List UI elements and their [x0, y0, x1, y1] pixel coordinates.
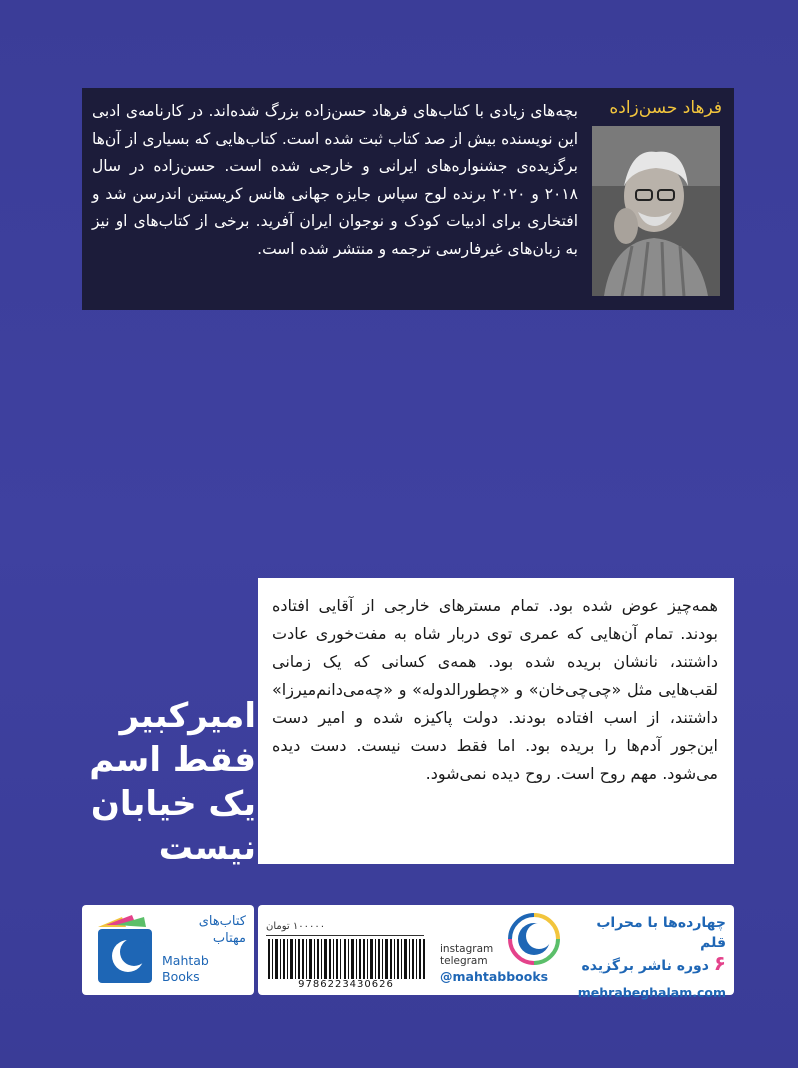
book-title: [89, 694, 256, 870]
publisher-logo-box: [82, 905, 254, 995]
publisher-name-en: [162, 953, 246, 985]
author-photo: [592, 126, 720, 296]
barcode-icon: [266, 939, 426, 979]
publisher-name-fa-line: کتاب‌های: [198, 914, 246, 929]
excerpt-box: [258, 578, 734, 864]
mehrab-line2-text: دوره ناشر برگزیده: [581, 958, 709, 974]
barcode-box: [258, 905, 734, 1000]
social-label: instagram: [440, 943, 494, 955]
mehrab-line1: چهارده‌ها با محراب قلم: [596, 915, 726, 951]
mahtab-books-logo-icon: [92, 913, 158, 987]
excerpt-text: همه‌چیز عوض شده بود. تمام مسترهای خارجی از آقایی افتاده بودند. تمام آن‌هایی که عمری توی دربار شاه به مفت‌خوری عادت داشتند، نانشان بریده شده بود. همه‌ی کسانی که یک زمانی لقب‌هایی مثل «چی‌چی‌خان» و «چطورالدوله» و «چه‌می‌دانم‌میرزا» داشتند، از اسب افتاده بودند. دولت پاکیزه شده و امیر دست این‌جور آدم‌ها را بریده بود. اما فقط دست نیست. دست دیده می‌شود. مهم روح است. روح دیده نمی‌شود.: [272, 596, 718, 783]
book-title-line: فقط اسم: [89, 740, 256, 780]
book-title-line: نیست: [158, 828, 256, 868]
mehrab-ghalam-block: [570, 913, 726, 1002]
author-bio: بچه‌های زیادی با کتاب‌های فرهاد حسن‌زاده بزرگ شده‌اند. در کارنامه‌ی ادبی این نویسنده بیش از صد کتاب ثبت شده است. کتاب‌هایی که بسیاری از آن‌ها برگزیده‌ی جشنواره‌های ایرانی و خارجی شده است. حسن‌زاده در سال ۲۰۱۸ و ۲۰۲۰ برنده لوح سپاس جایزه جهانی هانس کریستین اندرسن شد و افتخاری برای ادبیات کودک و نوجوان ایران آفرید. برخی از کتاب‌های او نیز به زبان‌های غیرفارسی ترجمه و منتشر شده است.: [92, 102, 579, 258]
book-title-line: امیرکبیر: [119, 696, 256, 736]
mehrab-line2: [570, 953, 726, 976]
social-handle: @mahtabbooks: [440, 969, 549, 984]
publisher-name-fa: [162, 913, 246, 947]
mehrab-number: ۶: [713, 951, 726, 975]
author-portrait-icon: [592, 126, 720, 296]
social-label: telegram: [440, 955, 488, 967]
mehrab-url: mehrabeghalam.com: [577, 985, 726, 1000]
barcode-number: 9786223430626: [298, 979, 394, 990]
social-labels: [440, 943, 500, 967]
author-box: [82, 88, 734, 310]
publisher-name-fa-line: مهتاب: [212, 931, 246, 946]
author-name: فرهاد حسن‌زاده: [609, 98, 722, 118]
mahtab-moon-icon: [506, 911, 562, 967]
book-title-line: یک خیابان: [90, 784, 256, 824]
publisher-name-en-line: Books: [162, 969, 200, 984]
price-label: ۱۰۰۰۰۰ تومان: [266, 921, 424, 936]
publisher-name-en-line: Mahtab: [162, 953, 209, 968]
